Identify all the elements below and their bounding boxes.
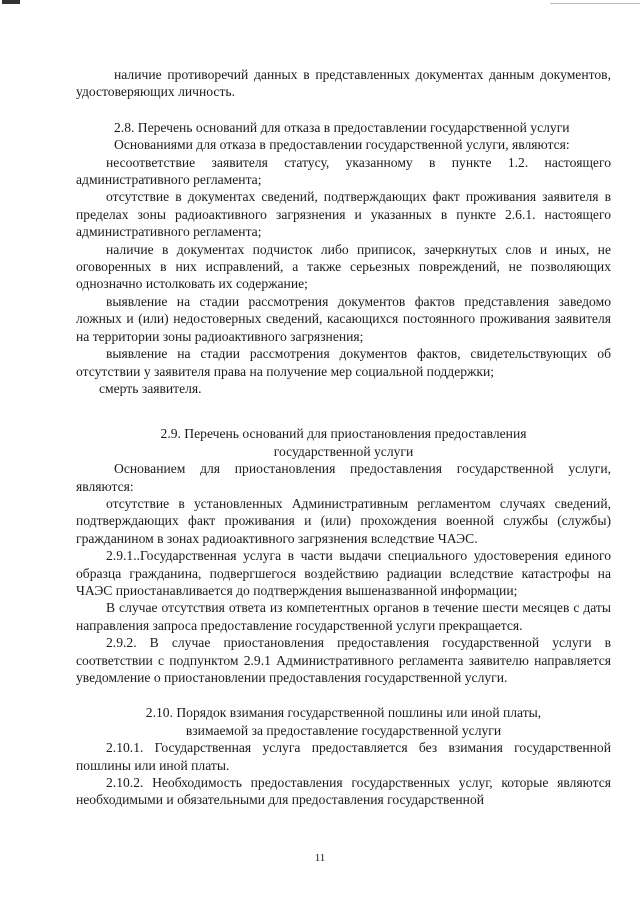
paragraph-2-10-2: 2.10.2. Необходимость предоставления государственных услуг, которые являются необходимыми и обязательными для предоставления государственной: [76, 775, 611, 808]
scan-corner-mark: [2, 0, 20, 4]
paragraph-no-response: В случае отсутствия ответа из компетентных органов в течение шести месяцев с даты направления запроса предоставление государственной услуги прекращается.: [76, 600, 611, 633]
paragraph-missing-service-info: отсутствие в установленных Административным регламентом случаях сведений, подтверждающих факт проживания и (или) прохождения военной службы (службы) гражданином в зонах радиоактивного загрязнения вследствие ЧАЭС.: [76, 495, 611, 546]
paragraph-2-9-1: 2.9.1..Государственная услуга в части выдачи специального удостоверения единого образца гражданина, подвергшегося воздействию радиации вследствие катастрофы на ЧАЭС приостанавливается до подтверждения вышеназванной информации;: [76, 548, 611, 598]
paragraph-status-mismatch: несоответствие заявителя статусу, указанному в пункте 1.2. настоящего административного регламента;: [76, 154, 611, 188]
page-number: 11: [314, 852, 326, 864]
paragraph-suspension-grounds: Основанием для приостановления предоставления государственной услуги, являются:: [76, 461, 611, 494]
section-heading-2-8: 2.8. Перечень оснований для отказа в предоставлении государственной услуги: [114, 119, 570, 135]
paragraph-erasures: наличие в документах подчисток либо приписок, зачеркнутых слов и иных, не оговоренных в них исправлений, а также серьезных повреждений, не позволяющих однозначно истолковать их содержание;: [76, 241, 611, 292]
section-heading-2-9: 2.9. Перечень оснований для приостановления предоставления государственной услуги: [160, 426, 527, 459]
section-heading-2-10: 2.10. Порядок взимания государственной пошлины или иной платы, взимаемой за предоставление государственной услуги: [145, 705, 542, 738]
paragraph-contradictions: наличие противоречий данных в представленных документах данным документов, удостоверяющих личность.: [76, 67, 611, 100]
paragraph-refusal-grounds: Основаниями для отказа в предоставлении государственной услуги, являются:: [114, 137, 570, 153]
paragraph-missing-residence-info: отсутствие в документах сведений, подтверждающих факт проживания заявителя в пределах зоны радиоактивного загрязнения и указанных в пункте 2.6.1. настоящего административного регламента;: [76, 189, 611, 240]
document-body: [76, 66, 611, 809]
paragraph-no-right: выявление на стадии рассмотрения документов фактов, свидетельствующих об отсутствии у заявителя права на получение мер социальной поддержки;: [76, 346, 611, 379]
paragraph-2-10-1: 2.10.1. Государственная услуга предоставляется без взимания государственной пошлины или иной платы.: [76, 740, 611, 773]
paragraph-false-info: выявление на стадии рассмотрения документов фактов представления заведомо ложных и (или) недостоверных сведений, касающихся постоянного проживания заявителя на территории зоны радиоактивного загрязнения;: [76, 293, 611, 344]
scan-edge-line: [550, 3, 640, 4]
paragraph-death: смерть заявителя.: [99, 380, 202, 396]
paragraph-2-9-2: 2.9.2. В случае приостановления предоставления государственной услуги в соответствии с подпунктом 2.9.1 Административного регламента заявителю направляется уведомление о приостановлении предоставления государственной услуги.: [76, 635, 611, 685]
